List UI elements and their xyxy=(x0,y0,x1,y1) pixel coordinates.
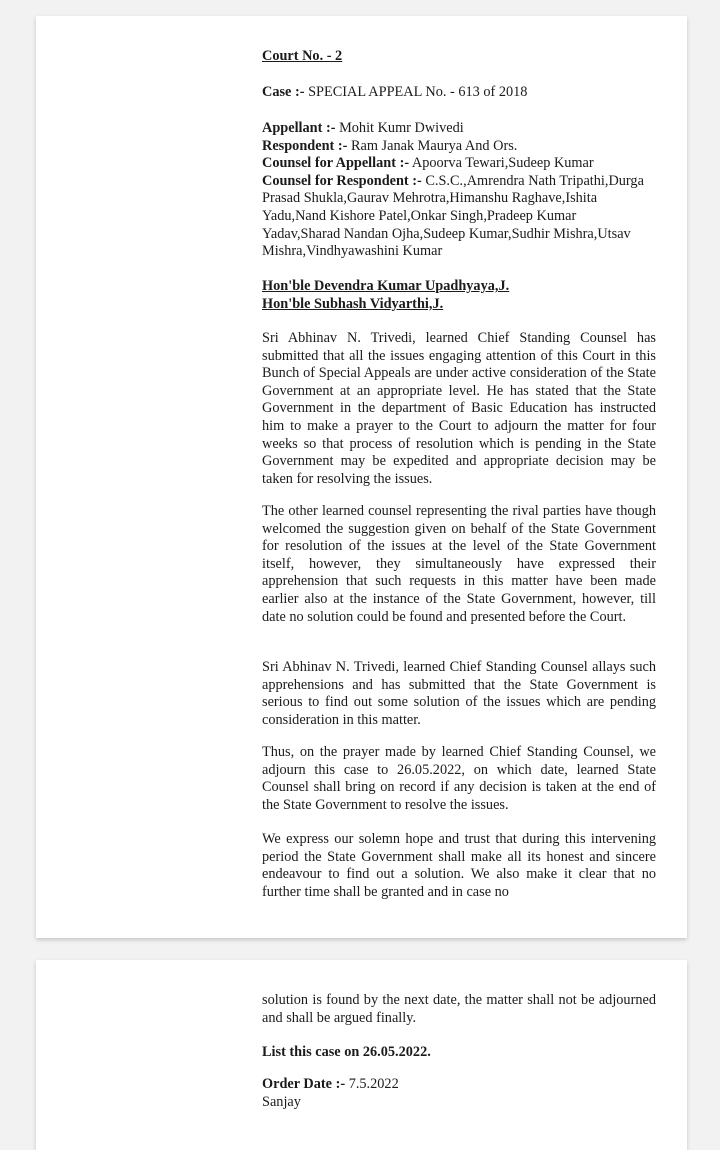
paragraph-2-text: The other learned counsel representing the rival parties have though welcomed the suggestion given on behalf of the State Government for resolution of the issues at the level of the State Government itself, however, they simultaneously have expressed their apprehension that such requests in this matter have been made earlier also at the instance of the State Government, however, till date no solution could be found and presented before the Court. xyxy=(262,503,656,625)
judge-2: Hon'ble Subhash Vidyarthi,J. xyxy=(262,295,444,312)
paragraph-3 xyxy=(262,659,656,729)
appellant-value: Mohit Kumr Dwivedi xyxy=(339,120,464,136)
case-value: SPECIAL APPEAL No. - 613 of 2018 xyxy=(308,84,528,100)
case-line xyxy=(262,84,656,102)
list-line xyxy=(262,1044,656,1062)
paragraph-5-text: We express our solemn hope and trust that during this intervening period the State Government shall make all its honest and sincere endeavour to find out a solution. We also make it clear that no further time shall be granted and in case no xyxy=(262,831,656,900)
respondent-label: Respondent :- xyxy=(262,137,348,154)
paragraph-2 xyxy=(262,503,656,626)
parties-block xyxy=(262,120,656,261)
paragraph-continued-text: solution is found by the next date, the matter shall not be adjourned and shall be argued finally. xyxy=(262,992,656,1026)
paragraph-4-text: Thus, on the prayer made by learned Chief Standing Counsel, we adjourn this case to 26.05.2022, on which date, learned State Counsel shall bring on record if any decision is taken at the end of the State Government to resolve the issues. xyxy=(262,744,656,813)
counsel-appellant-value: Apoorva Tewari,Sudeep Kumar xyxy=(411,155,594,172)
counsel-respondent-value: C.S.C.,Amrendra Nath Tripathi,Durga Prasad Shukla,Gaurav Mehrotra,Himanshu Raghave,Ishita Yadu,Nand Kishore Patel,Onkar Singh,Pradeep Kumar Yadav,Sharad Nandan Ojha,Sudeep Kumar,Sudhir Mishra,Utsav Mishra,Vindhyawashini Kumar xyxy=(262,172,644,260)
judge-1: Hon'ble Devendra Kumar Upadhyaya,J. xyxy=(262,278,510,294)
paragraph-continued xyxy=(262,992,656,1027)
counsel-appellant-label: Counsel for Appellant :- xyxy=(262,155,410,172)
bench-block xyxy=(262,278,656,313)
list-case-text: List this case on 26.05.2022. xyxy=(262,1044,431,1060)
paragraph-1-text: Sri Abhinav N. Trivedi, learned Chief Standing Counsel has submitted that all the issues engaging attention of this Court in this Bunch of Special Appeals are under active consideration of the State Government at an appropriate level. He has stated that the State Government in the department of Basic Education has instructed him to make a prayer to the Court to adjourn the matter for four weeks so that process of resolution which is pending in the State Government may be expedited and appropriate decision may be taken for resolving the issues. xyxy=(262,330,656,487)
paragraph-5 xyxy=(262,831,656,901)
document-page-2 xyxy=(36,960,687,1150)
respondent-value: Ram Janak Maurya And Ors. xyxy=(350,137,518,154)
signature-name: Sanjay xyxy=(262,1093,301,1110)
order-date-value: 7.5.2022 xyxy=(348,1076,399,1092)
order-header xyxy=(262,48,656,66)
paragraph-3-text: Sri Abhinav N. Trivedi, learned Chief Standing Counsel allays such apprehensions and has submitted that the State Government is serious to find out some solution of the issues which are pending consideration in this matter. xyxy=(262,659,656,728)
counsel-respondent-label: Counsel for Respondent :- xyxy=(262,172,422,189)
appellant-label: Appellant :- xyxy=(262,120,336,136)
paragraph-1 xyxy=(262,330,656,488)
paragraph-4 xyxy=(262,744,656,814)
document-page-1 xyxy=(36,16,687,938)
order-date-label: Order Date :- xyxy=(262,1076,346,1092)
court-number: Court No. - 2 xyxy=(262,48,343,64)
case-label: Case :- xyxy=(262,84,305,100)
order-date-block xyxy=(262,1076,656,1111)
